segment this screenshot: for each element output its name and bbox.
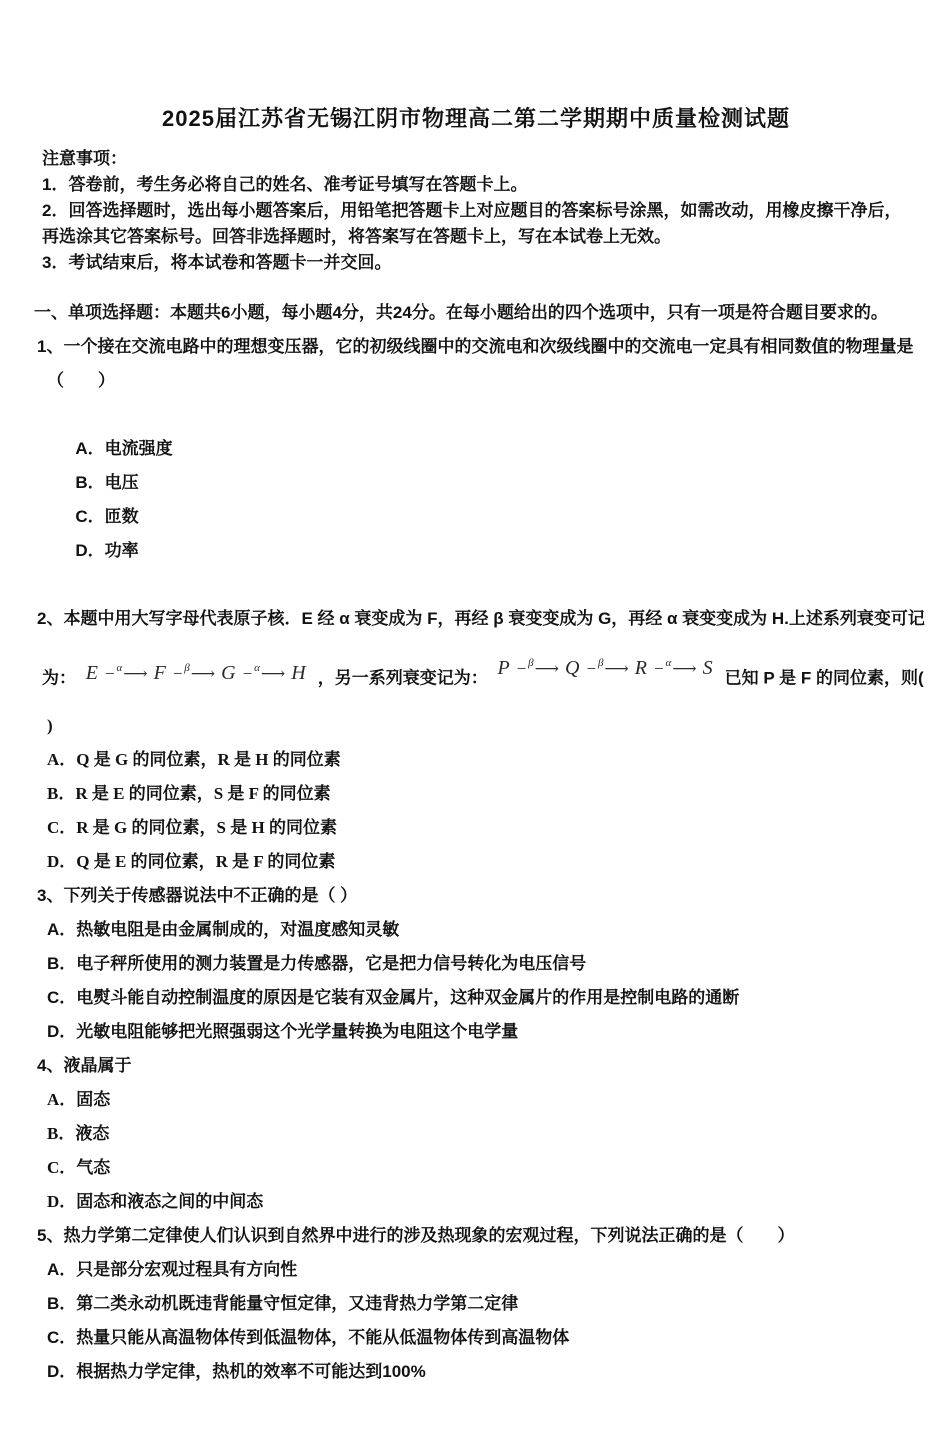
- question-1: [37, 330, 914, 602]
- alpha-decay-arrow: −$^\alpha$⟶: [653, 657, 698, 678]
- q2-line2-suffix: 已知 P 是 F 的同位素，则(: [724, 668, 924, 688]
- q2-close-paren: ): [47, 715, 53, 735]
- q3-option-a: A．热敏电阻是由金属制成的，对温度感知灵敏: [47, 919, 400, 939]
- q2-line2-prefix: 为：: [42, 668, 76, 688]
- question-2-stem: 2、本题中用大写字母代表原子核．E 经 α 衰变成为 F，再经 β 衰变变成为 G，再经 α 衰变变成为 H.上述系列衰变可记: [37, 609, 925, 628]
- q5-option-d: D．根据热力学定律，热机的效率不可能达到100%: [47, 1361, 426, 1381]
- q5-option-c: C．热量只能从高温物体传到低温物体，不能从低温物体传到高温物体: [47, 1327, 570, 1347]
- q4-option-a: A．固态: [47, 1089, 111, 1109]
- q5-option-b: B．第二类永动机既违背能量守恒定律，又违背热力学第二定律: [47, 1293, 519, 1313]
- q2-option-b: B．R 是 E 的同位素，S 是 F 的同位素: [47, 783, 331, 803]
- q3-option-b: B．电子秤所使用的测力装置是力传感器，它是把力信号转化为电压信号: [47, 953, 587, 973]
- exam-title: 2025届江苏省无锡江阴市物理高二第二学期期中质量检测试题: [162, 106, 790, 131]
- q1-option-a: A．电流强度: [75, 439, 173, 458]
- q2-option-d: D．Q 是 E 的同位素，R 是 F 的同位素: [47, 851, 336, 871]
- notice-heading: 注意事项：: [42, 149, 127, 168]
- question-1-options: [42, 398, 910, 602]
- q1-option-b: B．电压: [75, 473, 139, 492]
- notice-item-3: 3．考试结束后，将本试卷和答题卡一并交回。: [42, 253, 392, 272]
- q2-line2-mid-text: ，另一系列衰变记为：: [317, 668, 488, 688]
- q4-option-d: D．固态和液态之间的中间态: [47, 1191, 264, 1211]
- question-1-answer-blank: （ ）: [47, 371, 115, 390]
- q4-option-c: C．气态: [47, 1157, 111, 1177]
- notice-item-2: 2．回答选择题时，选出每小题答案后，用铅笔把答题卡上对应题目的答案标号涂黑，如需改动，用橡皮擦干净后，再选涂其它答案标号。回答非选择题时，将答案写在答题卡上，写在本试卷上无效。: [42, 201, 902, 246]
- question-2: [37, 602, 925, 879]
- beta-decay-arrow: −$^\beta$⟶: [585, 657, 630, 678]
- beta-decay-arrow: −$^\beta$⟶: [171, 662, 217, 683]
- question-3: [37, 879, 910, 1049]
- q4-option-b: B．液态: [47, 1123, 110, 1143]
- notice-section: [42, 146, 910, 276]
- question-2-formula-line: [42, 636, 924, 707]
- q3-option-c: C．电熨斗能自动控制温度的原因是它装有双金属片，这种双金属片的作用是控制电路的通断: [47, 987, 740, 1007]
- notice-item-1: 1．答卷前，考生务必将自己的姓名、准考证号填写在答题卡上。: [42, 175, 528, 194]
- q5-option-a: A．只是部分宏观过程具有方向性: [47, 1259, 298, 1279]
- alpha-decay-arrow: −$^\alpha$⟶: [241, 662, 287, 683]
- q1-option-d: D．功率: [75, 541, 139, 560]
- decay-series-2-formula: P −$^\beta$⟶ Q −$^\beta$⟶ R −$^\alpha$⟶ S: [497, 656, 714, 679]
- question-5: [37, 1219, 910, 1389]
- q1-option-c: C．匝数: [75, 507, 139, 526]
- q2-option-c: C．R 是 G 的同位素，S 是 H 的同位素: [47, 817, 337, 837]
- beta-decay-arrow: −$^\beta$⟶: [515, 657, 560, 678]
- question-4: [37, 1049, 910, 1219]
- question-5-stem: 5、热力学第二定律使人们认识到自然界中进行的涉及热现象的宏观过程，下列说法正确的是（ ）: [37, 1225, 795, 1245]
- question-1-stem: 1、一个接在交流电路中的理想变压器，它的初级线圈中的交流电和次级线圈中的交流电一定具有相同数值的物理量是: [37, 337, 914, 356]
- section-1-heading: 一、单项选择题：本题共6小题，每小题4分，共24分。在每小题给出的四个选项中，只有一项是符合题目要求的。: [34, 303, 888, 322]
- alpha-decay-arrow: −$^\alpha$⟶: [103, 662, 149, 683]
- q2-option-a: A．Q 是 G 的同位素，R 是 H 的同位素: [47, 749, 341, 769]
- decay-series-1-formula: E −$^\alpha$⟶ F −$^\beta$⟶ G −$^\alpha$⟶ H: [85, 661, 307, 684]
- q3-option-d: D．光敏电阻能够把光照强弱这个光学量转换为电阻这个电学量: [47, 1021, 519, 1041]
- question-3-stem: 3、下列关于传感器说法中不正确的是（ ）: [37, 885, 358, 905]
- question-4-stem: 4、液晶属于: [37, 1055, 132, 1075]
